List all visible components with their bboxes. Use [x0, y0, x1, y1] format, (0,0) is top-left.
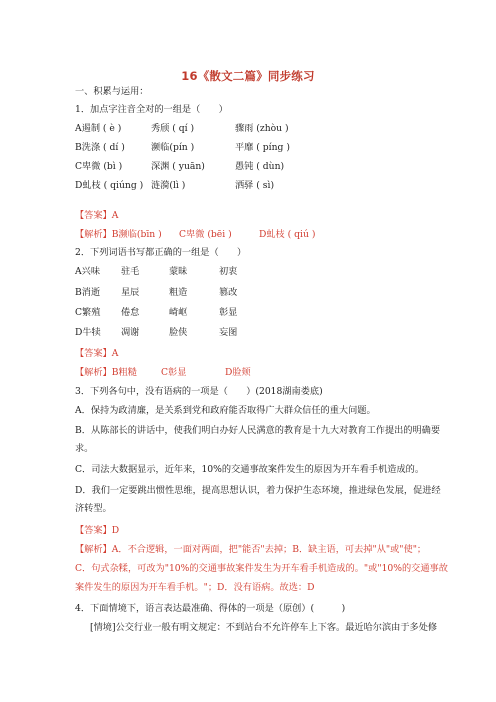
q2-a-2: 驻毛	[121, 266, 140, 277]
q3-analysis-line3: 案件发生的原因为开车看手机。"；D．没有语病。故选：D	[75, 582, 315, 593]
q3-analysis-line1: 【解析】A．不合逻辑，一面对两面，把"能否"去掉；B．缺主语，可去掉"从"或"使"；	[75, 544, 427, 555]
q1-analysis-b: 【解析】B濒临(bīn )	[75, 229, 162, 240]
q3-answer: 【答案】D	[75, 525, 120, 536]
q1-a-1: A遏制 ( è )	[75, 123, 122, 134]
question-3-stem: 3．下列各句中，没有语病的一项是（ ）(2018湖南娄底)	[75, 386, 323, 397]
q1-a-2: 秀颀 ( qí )	[151, 123, 195, 134]
q4-situation: [情境]公交行业一般有明文规定：不到站台不允许停车上下客。最近哈尔滨由于多处修	[90, 622, 438, 633]
q1-answer: 【答案】A	[75, 210, 119, 221]
q2-a-4: 初衷	[219, 266, 238, 277]
question-2-stem: 2．下列词语书写都正确的一组是（ ）	[75, 247, 247, 258]
q2-analysis-d: D脸颊	[225, 367, 251, 378]
q2-b-3: 粗造	[169, 287, 188, 298]
q2-b-2: 星辰	[121, 287, 140, 298]
q2-b-4: 篡改	[219, 287, 238, 298]
q3-option-d-line1: D．我们一定要跳出惯性思维，提高思想认识，着力保护生态环境，推进绿色发展，促进经	[75, 485, 441, 496]
q3-option-b-line2: 求。	[75, 443, 94, 454]
q2-c-1: C繁殖	[75, 307, 101, 318]
q2-b-1: B消逝	[75, 287, 101, 298]
q3-option-d-line2: 济转型。	[75, 503, 112, 514]
q3-option-c: C．司法大数据显示，近年来，10%的交通事故案件发生的原因为开车看手机造成的。	[75, 464, 425, 475]
section-heading: 一、积累与运用：	[75, 86, 149, 97]
q3-option-b-line1: B．从陈部长的讲话中，使我们明白办好人民满意的教育是十九大对教育工作提出的明确要	[75, 425, 441, 436]
q1-a-3: 骤雨 (zhòu )	[235, 123, 289, 134]
q1-c-1: C卑微 (bì )	[75, 161, 123, 172]
q1-b-2: 濒临(pín )	[151, 142, 195, 153]
q1-b-1: B洗涤 ( dí )	[75, 142, 125, 153]
q2-d-4: 妄图	[219, 327, 238, 338]
q1-d-2: 涟漪(lì )	[151, 180, 186, 191]
q2-analysis-c: C彰显	[161, 367, 187, 378]
question-4-stem: 4．下面情境下，语言表达最准确、得体的一项是（原创）( )	[75, 603, 346, 614]
q1-c-2: 深渊 ( yuān)	[151, 161, 205, 172]
q1-d-1: D虬枝 ( qiúng )	[75, 180, 144, 191]
q2-a-3: 蒙昧	[169, 266, 188, 277]
q1-analysis-c: C卑微 (bēi )	[179, 229, 232, 240]
q2-c-3: 崎岖	[169, 307, 188, 318]
q2-answer: 【答案】A	[75, 348, 119, 359]
q1-d-3: 洒驿 ( sì)	[235, 180, 275, 191]
q2-a-1: A兴味	[75, 266, 101, 277]
q1-c-3: 愚钝 ( dùn)	[235, 161, 285, 172]
q2-analysis-b: 【解析】B粗糙	[75, 367, 137, 378]
q3-option-a: A．保持为政清廉，是关系到党和政府能否取得广大群众信任的重大问题。	[75, 405, 376, 416]
q2-c-2: 倦怠	[121, 307, 140, 318]
q2-c-4: 彰显	[219, 307, 238, 318]
q2-d-3: 脸侠	[169, 327, 188, 338]
document-title: 16《散文二篇》同步练习	[181, 69, 315, 83]
q1-b-3: 平靡 ( píng )	[235, 142, 290, 153]
q1-analysis-d: D虬枝 ( qiú )	[259, 229, 316, 240]
question-1-stem: 1．加点字注音全对的一组是（ ）	[75, 104, 228, 115]
q3-analysis-line2: C．句式杂糅，可改为"10%的交通事故案件发生为开车看手机造成的。"或"10%的交通事故	[75, 563, 448, 574]
q2-d-1: D牛犊	[75, 327, 101, 338]
q2-d-2: 凋谢	[121, 327, 140, 338]
